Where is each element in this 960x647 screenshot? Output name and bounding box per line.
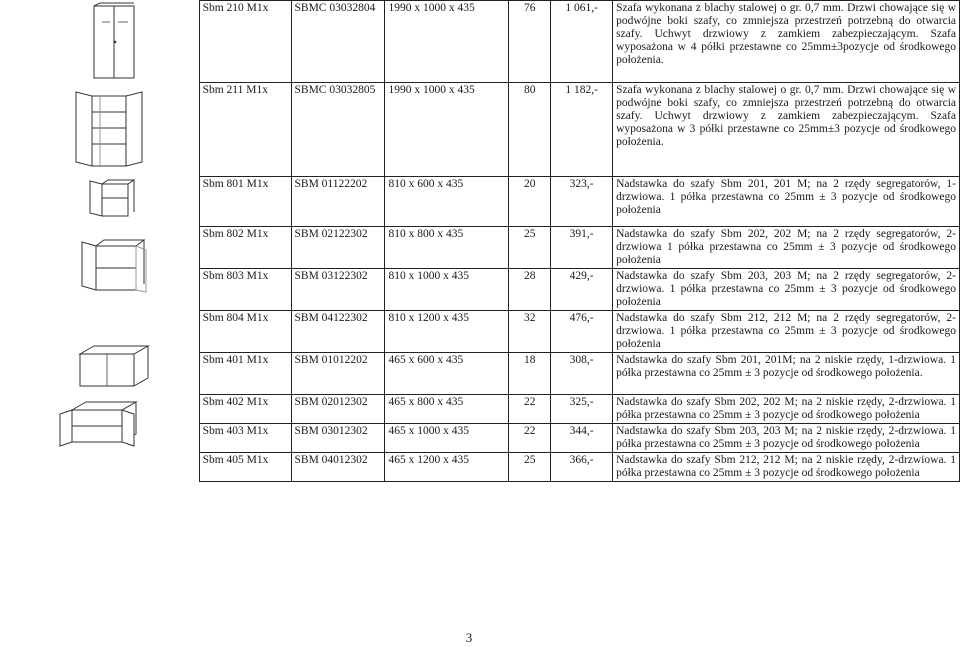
product-name: Sbm 403 M1x (199, 424, 291, 453)
table-row (0, 395, 960, 424)
product-description: Nadstawka do szafy Sbm 203, 203 M; na 2 niskie rzędy, 2-drzwiowa. 1 półka przestawna co 25mm ± 3 pozycje od środkowego położenia (613, 424, 960, 453)
product-code: SBM 02012302 (291, 395, 385, 424)
product-dimensions: 810 x 1200 x 435 (385, 311, 509, 353)
product-weight: 25 (509, 227, 551, 269)
product-name: Sbm 401 M1x (199, 353, 291, 395)
product-price: 366,- (551, 453, 613, 482)
product-weight: 22 (509, 424, 551, 453)
product-code: SBM 01122202 (291, 177, 385, 227)
product-dimensions: 810 x 1000 x 435 (385, 269, 509, 311)
image-cell (0, 395, 199, 424)
product-description: Nadstawka do szafy Sbm 201, 201 M; na 2 rzędy segregatorów, 1-drzwiowa. 1 półka przestawna co 25mm ± 3 pozycje od środkowego położenia (613, 177, 960, 227)
product-dimensions: 1990 x 1000 x 435 (385, 1, 509, 83)
product-code: SBM 01012202 (291, 353, 385, 395)
table-row (0, 311, 960, 353)
product-name: Sbm 211 M1x (199, 83, 291, 177)
product-price: 325,- (551, 395, 613, 424)
table-row (0, 424, 960, 453)
product-price: 429,- (551, 269, 613, 311)
product-price: 323,- (551, 177, 613, 227)
image-cell (0, 227, 199, 269)
product-weight: 20 (509, 177, 551, 227)
product-weight: 76 (509, 1, 551, 83)
product-code: SBM 04122302 (291, 311, 385, 353)
table-row (0, 453, 960, 482)
page-number: 3 (465, 630, 473, 645)
product-description: Szafa wykonana z blachy stalowej o gr. 0,7 mm. Drzwi chowające się w podwójne boki szafy, co zmniejsza przestrzeń potrzebną do otwarcia szafy. Uchwyt drzwiowy z zamkiem zabezpieczającym. Szafa wyposażona w 4 półki przestawne co 25mm±3pozycje od środkowego położenia. (613, 1, 960, 83)
image-cell (0, 424, 199, 453)
product-name: Sbm 210 M1x (199, 1, 291, 83)
table-row (0, 269, 960, 311)
product-weight: 32 (509, 311, 551, 353)
table-row (0, 83, 960, 177)
product-description: Nadstawka do szafy Sbm 212, 212 M; na 2 niskie rzędy, 2-drzwiowa. 1 półka przestawna co 25mm ± 3 pozycje od środkowego położenia (613, 453, 960, 482)
product-name: Sbm 804 M1x (199, 311, 291, 353)
product-dimensions: 465 x 1000 x 435 (385, 424, 509, 453)
product-description: Nadstawka do szafy Sbm 201, 201M; na 2 niskie rzędy, 1-drzwiowa. 1 półka przestawna co 25mm ± 3 pozycje od środkowego położenia. (613, 353, 960, 395)
product-price: 344,- (551, 424, 613, 453)
product-code: SBM 04012302 (291, 453, 385, 482)
product-dimensions: 465 x 1200 x 435 (385, 453, 509, 482)
product-description: Nadstawka do szafy Sbm 202, 202 M; na 2 rzędy segregatorów, 2-drzwiowa 1 półka przestawna co 25mm ± 3 pozycje od środkowego położenia (613, 227, 960, 269)
product-dimensions: 810 x 600 x 435 (385, 177, 509, 227)
table-row (0, 227, 960, 269)
image-cell (0, 311, 199, 353)
product-code: SBM 03012302 (291, 424, 385, 453)
product-price: 391,- (551, 227, 613, 269)
product-name: Sbm 402 M1x (199, 395, 291, 424)
product-description: Nadstawka do szafy Sbm 203, 203 M; na 2 rzędy segregatorów, 2-drzwiowa. 1 półka przestawna co 25mm ± 3 pozycje od środkowego położenia (613, 269, 960, 311)
product-price: 476,- (551, 311, 613, 353)
product-price: 308,- (551, 353, 613, 395)
product-name: Sbm 802 M1x (199, 227, 291, 269)
product-name: Sbm 405 M1x (199, 453, 291, 482)
product-price: 1 061,- (551, 1, 613, 83)
table-row (0, 1, 960, 83)
table-row (0, 353, 960, 395)
product-weight: 28 (509, 269, 551, 311)
image-cell (0, 1, 199, 83)
image-cell (0, 269, 199, 311)
product-name: Sbm 801 M1x (199, 177, 291, 227)
product-dimensions: 810 x 800 x 435 (385, 227, 509, 269)
product-code: SBMC 03032804 (291, 1, 385, 83)
image-cell (0, 83, 199, 177)
product-code: SBM 02122302 (291, 227, 385, 269)
product-description: Szafa wykonana z blachy stalowej o gr. 0,7 mm. Drzwi chowające się w podwójne boki szafy, co zmniejsza przestrzeń potrzebną do otwarcia szafy. Uchwyt drzwiowy z zamkiem zabezpieczającym. Szafa wyposażona w 3 półki przestawne co 25mm±3 pozycje od środkowego położenia. (613, 83, 960, 177)
image-cell (0, 453, 199, 482)
product-weight: 25 (509, 453, 551, 482)
image-cell (0, 353, 199, 395)
product-code: SBMC 03032805 (291, 83, 385, 177)
product-name: Sbm 803 M1x (199, 269, 291, 311)
product-weight: 18 (509, 353, 551, 395)
product-description: Nadstawka do szafy Sbm 202, 202 M; na 2 niskie rzędy, 2-drzwiowa. 1 półka przestawna co 25mm ± 3 pozycje od środkowego położenia (613, 395, 960, 424)
product-description: Nadstawka do szafy Sbm 212, 212 M; na 2 rzędy segregatorów, 2-drzwiowa. 1 półka przestawna co 25mm ± 3 pozycje od środkowego położenia (613, 311, 960, 353)
table-row (0, 177, 960, 227)
product-code: SBM 03122302 (291, 269, 385, 311)
product-dimensions: 1990 x 1000 x 435 (385, 83, 509, 177)
product-weight: 22 (509, 395, 551, 424)
image-cell (0, 177, 199, 227)
product-dimensions: 465 x 800 x 435 (385, 395, 509, 424)
product-price: 1 182,- (551, 83, 613, 177)
product-dimensions: 465 x 600 x 435 (385, 353, 509, 395)
product-weight: 80 (509, 83, 551, 177)
